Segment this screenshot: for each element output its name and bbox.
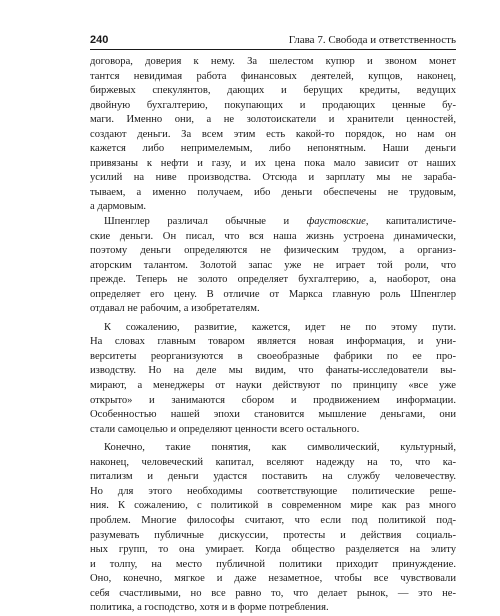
text-line: разумевать публичные дискуссии, протесты и действия социаль-: [90, 529, 456, 541]
text-line: Но для этого необходимы соответствующие политические реше-: [90, 485, 456, 497]
paragraph: [90, 441, 456, 616]
paragraph: [90, 215, 456, 317]
body-text: [90, 55, 456, 616]
text-line: прежде. Теперь не золото определяет бухгалтерию, а, наоборот, она: [90, 274, 456, 286]
text-line: Шпенглер различал обычные и фаустовские, капиталистиче-: [104, 216, 456, 228]
text-line: изводству. Но на деле мы видим, что фанаты-исследователи вы-: [90, 365, 456, 377]
text-line: привязаны к нефти и газу, и их цена пока мало зависит от наших: [90, 157, 456, 169]
text-line: и толпу, на место публичной политики приходит принуждение.: [90, 558, 456, 570]
text-line: Оно, конечно, мягкое и даже незаметное, чтобы все чувствовали: [90, 573, 456, 585]
text-line: верситеты реорганизуются в своеобразные фабрики по ее про-: [90, 350, 456, 362]
text-line: биржевых спекулянтов, дающих и берущих кредиты, ведущих: [90, 85, 456, 97]
text-line: политика, а господство, хотя и в форме потребления.: [90, 602, 329, 614]
page-number: 240: [90, 34, 109, 46]
text-line: поэтому деньги определяются не физическим трудом, а организ-: [90, 245, 456, 257]
text-line: двойную бухгалтерию, покупающих и продающих ценные бу-: [90, 99, 456, 111]
text-line: Особенностью нашей эпохи становится мышление деньгами, они: [90, 409, 456, 421]
text-line: стали самоцелью и определяют ценности всего остального.: [90, 423, 360, 435]
text-line: договора, доверия к нему. За шелестом купюр и звоном монет: [90, 56, 456, 67]
text-line: а дармовым.: [90, 201, 147, 213]
text-line: мирают, а менеджеры от науки действуют по принципу «все уже: [90, 380, 456, 392]
italic-emphasis: фаустовские: [306, 216, 366, 228]
paragraph: [90, 321, 456, 437]
text-line: Конечно, такие понятия, как символический, культурный,: [104, 442, 456, 454]
paragraph: [90, 55, 456, 215]
text-line: аторским талантом. Золотой запас уже не играет той роли, что: [90, 259, 456, 271]
text-line: определяет его цену. В отличие от Маркса главную роль Шпенглер: [90, 288, 456, 300]
text-line: маги. Именно они, а не золотоискатели и хранители ценностей,: [90, 114, 456, 126]
text-line: ных групп, то она умирает. Когда общество разделяется на элиту: [90, 544, 456, 556]
text-line: кажется либо непримелемым, либо непонятным. Наши деньги: [90, 143, 456, 155]
text-line: На словах главным товаром является новая информация, и уни-: [90, 336, 456, 348]
text-line: ния. К сожалению, с политикой в современном мире как раз много: [90, 500, 456, 512]
text-line: открыто» и занимаются сбором и продвижением информации.: [90, 394, 456, 406]
text-line: проблем. Многие философы считают, что если под политикой под-: [90, 514, 456, 526]
chapter-title: Глава 7. Свобода и ответственность: [288, 34, 456, 46]
text-line: наконец, человеческий капитал, вселяют надежду на то, что ка-: [90, 456, 456, 468]
text-line: питализм и деньги удастся поставить на службу человечеству.: [90, 471, 456, 483]
text-line: тантся невидимая работа финансовых деятелей, купцов, наконец,: [90, 70, 456, 82]
text-line: себя счастливыми, но все равно то, что делает рынок, — это не-: [90, 587, 456, 599]
text-line: усилий на ниве производства. Отсюда и зарплату мы не зараба-: [90, 172, 456, 184]
text-line: отдавал не рабочим, а изобретателям.: [90, 303, 260, 315]
text-line: тываем, а именно получаем, ибо деньги обеспечены не трудовым,: [90, 186, 456, 198]
text-line: создают деньги. За всем этим есть какой-то порядок, но нам он: [90, 128, 456, 140]
text-line: К сожалению, развитие, кажется, идет не по этому пути.: [104, 321, 456, 333]
text-line: ские деньги. Он писал, что вся наша жизнь устроена динамически,: [90, 230, 456, 242]
running-header: [90, 33, 456, 50]
